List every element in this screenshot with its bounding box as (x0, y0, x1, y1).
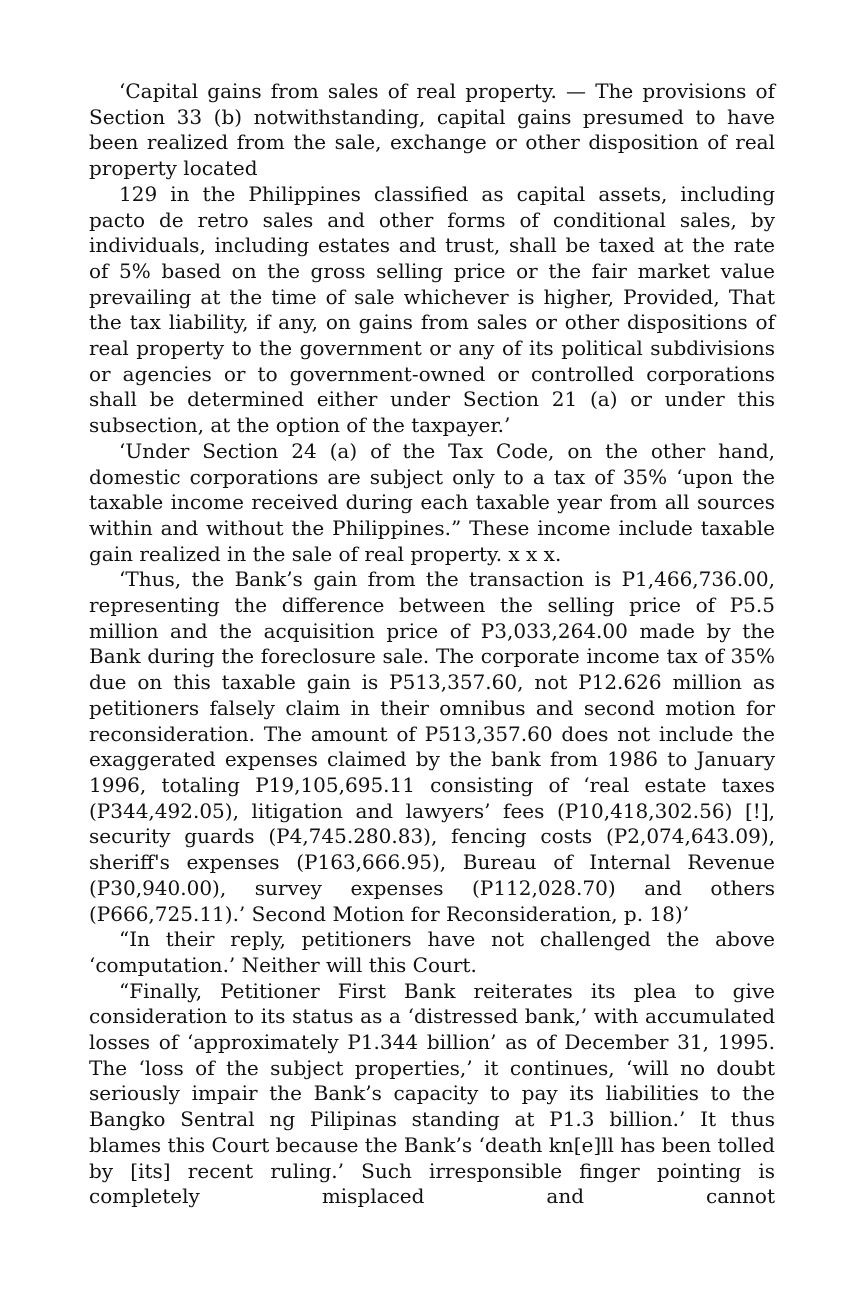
paragraph-capital-assets-tax-rate: 129 in the Philippines classified as capital assets, including pacto de retro sales and other forms of conditional sales, by individuals, including estates and trust, shall be taxed at the rate of 5% based on the gross selling price or the fair market value prevailing at the time of sale whichever is higher, Provided, That the tax liability, if any, on gains from sales or other dispositions of real property to the government or any of its political subdivisions or agencies or to government-owned or controlled corporations shall be determined either under Section 21 (a) or under this subsection, at the option of the taxpayer.’ (89, 181, 775, 438)
paragraph-petitioners-reply: “In their reply, petitioners have not challenged the above ‘computation.’ Neither will this Court. (89, 927, 775, 977)
paragraph-capital-gains-provision: ‘Capital gains from sales of real property. — The provisions of Section 33 (b) notwithstanding, capital gains presumed to have been realized from the sale, exchange or other disposition of real property located (89, 79, 775, 181)
paragraph-section-24-corporations: ‘Under Section 24 (a) of the Tax Code, on the other hand, domestic corporations are subject only to a tax of 35% ‘upon the taxable income received during each taxable year from all sources within and without the Philippines.” These income include taxable gain realized in the sale of real property. x x x. (89, 438, 775, 566)
document-page (89, 79, 775, 1210)
paragraph-bank-gain-computation: ‘Thus, the Bank’s gain from the transaction is P1,466,736.00, representing the difference between the selling price of P5.5 million and the acquisition price of P3,033,264.00 made by the Bank during the foreclosure sale. The corporate income tax of 35% due on this taxable gain is P513,357.60, not P12.626 million as petitioners falsely claim in their omnibus and second motion for reconsideration. The amount of P513,357.60 does not include the exaggerated expenses claimed by the bank from 1986 to January 1996, totaling P19,105,695.11 consisting of ‘real estate taxes (P344,492.05), litigation and lawyers’ fees (P10,418,302.56) [!], security guards (P4,745.280.83), fencing costs (P2,074,643.09), sheriff's expenses (P163,666.95), Bureau of Internal Revenue (P30,940.00), survey expenses (P112,028.70) and others (P666,725.11).’ Second Motion for Reconsideration, p. 18)’ (89, 567, 775, 926)
paragraph-distressed-bank-plea: “Finally, Petitioner First Bank reiterates its plea to give consideration to its status as a ‘distressed bank,’ with accumulated losses of ‘approximately P1.344 billion’ as of December 31, 1995. The ‘loss of the subject properties,’ it continues, ‘will no doubt seriously impair the Bank’s capacity to pay its liabilities to the Bangko Sentral ng Pilipinas standing at P1.3 billion.’ It thus blames this Court because the Bank’s ‘death kn[e]ll has been tolled by [its] recent ruling.’ Such irresponsible finger pointing is completely misplaced and cannot (89, 978, 775, 1209)
